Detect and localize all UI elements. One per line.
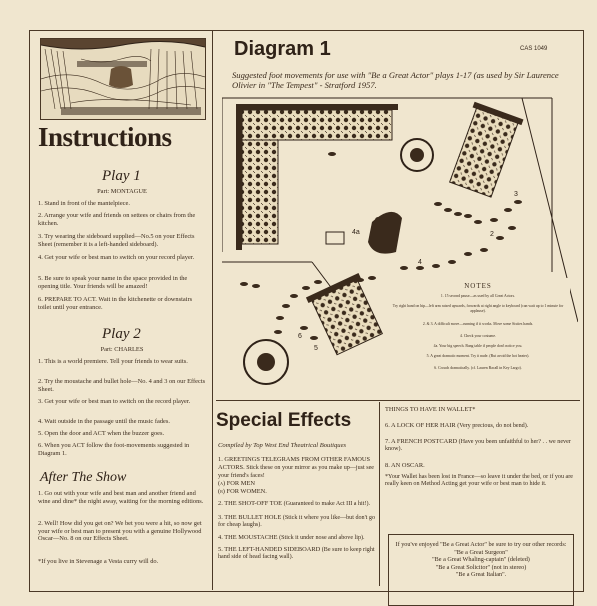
step-label: 3 <box>514 191 518 198</box>
play2-item: 6. When you ACT follow the foot-movements suggested in Diagram 1. <box>38 442 190 457</box>
diagram-column <box>216 34 580 586</box>
effect-item <box>218 456 376 480</box>
other-records-box <box>388 534 574 606</box>
wallet-item-head: 7. A FRENCH POSTCARD <box>385 438 458 445</box>
notes-panel <box>386 278 570 390</box>
effect-item <box>218 488 376 496</box>
column-divider <box>212 30 213 590</box>
effect-head: 2. THE SHOT-OFF TOE <box>218 500 283 507</box>
special-effects-compiled: Compiled by Top West End Theatrical Boutiques <box>218 442 347 449</box>
step-label: 4 <box>418 259 422 266</box>
effect-body: (Guaranteed to make Act III a hit!). <box>282 501 371 507</box>
diagram-title: Diagram 1 <box>234 38 331 60</box>
effect-head: 4. THE MOUSTACHE <box>218 534 278 541</box>
diagram-caption: Suggested foot movements for use with "Be a Great Actor" plays 1-17 (as used by Sir Laurence Olivier in "The Tempest" - Stratford 1957. <box>232 70 559 90</box>
play1-item: 3. Try wearing the sideboard supplied—No.5 on your Effects Sheet (remember it is a left-handed sideboard). <box>38 233 195 248</box>
section-divider <box>216 400 580 401</box>
instructions-heading: Instructions <box>38 122 172 152</box>
play2-item: 4. Wait outside in the passage until the music fades. <box>38 418 170 425</box>
effect-body: (Stick it under nose and above lip). <box>277 535 365 541</box>
other-records-intro: If you've enjoyed "Be a Great Actor" be sure to try our other records: <box>395 541 567 548</box>
effect-item <box>218 514 376 530</box>
note-item: 4. Check your costume. <box>460 334 496 338</box>
effect-item <box>218 534 376 542</box>
effect-head: (a) FOR MEN <box>218 480 255 487</box>
note-item: 1. 15 second pause—as used by all Great Actors. <box>440 294 516 298</box>
effect-body: Stick these on your mirror as you make up—just see your friend's faces! <box>218 465 375 479</box>
effect-head: (b) FOR WOMEN. <box>218 488 267 495</box>
effect-head: 1. GREETINGS TELEGRAMS FROM OTHER FAMOUS ACTORS. <box>218 456 371 472</box>
play1-item: 6. PREPARE TO ACT. Wait in the kitchenette or downstairs toilet until your entrance. <box>38 296 193 311</box>
step-label: 2 <box>490 231 494 238</box>
wallet-item <box>385 438 577 454</box>
effect-head: 5. THE LEFT-HANDED SIDEBOARD <box>218 546 321 553</box>
special-effects-title: Special Effects <box>216 410 352 431</box>
step-label: 6 <box>298 333 302 340</box>
after-show-heading: After The Show <box>40 470 127 485</box>
play2-part: Part: CHARLES <box>100 346 144 353</box>
effect-body: (Stick it where you like—but don't go for cheap laughs). <box>218 515 375 529</box>
after-footnote: *If you live in Stevenage a Vesta curry will do. <box>38 558 159 565</box>
play1-part: Part: MONTAGUE <box>97 188 147 195</box>
other-record-title: "Be a Great Surgeon" <box>454 548 508 556</box>
notes-title: NOTES <box>464 282 492 290</box>
note-item: 2. & 3. A difficult move—running if it works. Move some Sixties hands. <box>422 322 534 326</box>
special-effects-divider <box>379 402 380 586</box>
wallet-heading-text: THINGS TO HAVE IN WALLET* <box>385 406 476 413</box>
instructions-column <box>38 34 206 586</box>
wallet-item-body: (Very precious, do not bend). <box>455 423 529 429</box>
note-item: 4a. Your big speech. Bang table if people don't notice you. <box>433 344 523 348</box>
step-label: 4a <box>352 229 360 236</box>
play2-item: 2. Try the moustache and bullet hole—No. 4 and 3 on our Effects Sheet. <box>38 378 206 393</box>
play2-item: 1. This is a world premiere. Tell your friends to wear suits. <box>38 358 188 365</box>
armchair <box>306 273 386 356</box>
wallet-item-body: (Have you been unfaithful to her? . . we never know). <box>385 439 571 453</box>
note-item: 5. A great dramatic moment. Try it nude. (But avoid the hot heater). <box>426 354 530 358</box>
play1-item: 1. Stand in front of the mantelpiece. <box>38 200 130 207</box>
wallet-note: *Your Wallet has been lost in France—so leave it under the bed, or if you are really keen on Method Acting get your wife or best man to hide it. <box>385 474 573 488</box>
other-record-title: "Be a Great Solicitor" (not in stereo) <box>435 563 527 571</box>
theatre-engraving-image <box>40 38 206 120</box>
effect-item <box>218 500 376 508</box>
play2-item: 5. Open the door and ACT when the buzzer goes. <box>38 430 165 437</box>
wallet-item <box>385 462 577 470</box>
wallet-heading <box>385 406 577 414</box>
play1-item: 4. Get your wife or best man to switch on your record player. <box>38 254 195 261</box>
note-item: 6. Crouch dramatically. (cf. Lauren Bacall in Key Largo). <box>434 366 522 370</box>
armchair <box>446 102 524 199</box>
after-item: 2. Well! How did you get on? We bet you were a hit, so now get your wife or best man to present you with a genuine Hollywood Oscar—No. 8 on our Effects Sheet. <box>38 520 202 543</box>
step-label: 5 <box>314 345 318 352</box>
play2-item: 3. Get your wife or best man to switch on the record player. <box>38 398 191 405</box>
other-record-title: "Be a Great Italian". <box>455 571 507 578</box>
wallet-item-head: 8. AN OSCAR. <box>385 462 425 469</box>
note-item: Try right hand on hip—left arm raised upwards, forwards at right angle to keyboard (can wait up to 1 minute for applause). <box>392 304 564 313</box>
wallet-item-head: 6. A LOCK OF HER HAIR <box>385 422 456 429</box>
catalogue-code: CAS 1049 <box>520 46 548 52</box>
play1-item: 2. Arrange your wife and friends on settees or chairs from the kitchen. <box>38 212 196 227</box>
other-record-title: "Be a Great Whaling-captain" (deleted) <box>432 556 530 563</box>
wallet-item <box>385 422 577 430</box>
after-item: 1. Go out with your wife and best man and another friend and wine and dine* the night away, waiting for the morning editions. <box>38 490 204 505</box>
effect-head: 3. THE BULLET HOLE <box>218 514 282 521</box>
effect-body: (Be sure to keep right hand side of head facing wall). <box>218 547 375 561</box>
effect-item <box>218 546 376 562</box>
play1-item: 5. Be sure to speak your name in the space provided in the opening title. Your friends will be amazed! <box>38 275 188 290</box>
play2-heading: Play 2 <box>102 326 141 342</box>
play1-heading: Play 1 <box>102 168 141 184</box>
